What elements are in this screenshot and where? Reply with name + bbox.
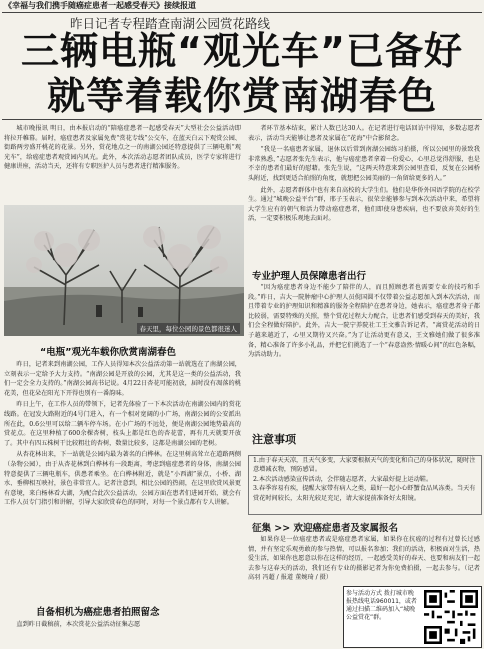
intro-column: [4, 124, 241, 204]
collect-paragraph: 如果你是一位癌症患者或是癌症患者家属，如果你在抗癌的过程有过曾长过感情，并有坚定乐观勇敢的参与热情，可以报名参加；我们的活动，积极面对生活，热爱生活，如果你也愿意以你在这样的经历，一起感受美好的春天、也要和病友们一起去参与这春天的活动，我们还有专业的摄影记者为你免费拍摄，一起去参与。（记者 高羽 冯超 / 报道 董婉琦 / 摄）: [248, 536, 480, 582]
qr-box: [343, 586, 482, 648]
section2-body: [4, 620, 241, 640]
section2-title: 自备相机为癌症患者拍照留念: [36, 607, 160, 618]
section3-title: 专业护理人员保障患者出行: [252, 271, 367, 282]
intro-paragraph: 城市晚报讯 明日，由本报启动的“陪癌症患者一起感受春天”大型社会公益活动即将拉开帷幕。届时，癌症患者及家属免费“赏花专线”公交车，在蓝天白云下观赏公园、街路两旁盛开桃花的花景。另外，赏花地点之一的南湖公园还特意提供了三辆电瓶“观光车”，给癌症患者观赏园内风光。此外，本次活动志愿者团队成员，医学专家将进行健康讲座，活动当天，还将有专职医护人员与患者进行精准服务。: [4, 125, 241, 171]
section2-paragraph: 直到昨日截稿前，本次赏花公益活动征集志愿: [16, 621, 141, 628]
photo-caption: 春天里，每位公园的景色都很迷人: [137, 323, 241, 334]
collect-title: 征集 >> 欢迎癌症患者及家属报名: [252, 523, 399, 534]
headline-rule: [2, 119, 482, 120]
volunteer-paragraph: 此外，志愿者群体中也有来自高校的大学生们。他们是华侨外国语学院的在校学生。通过“城晚公益平台”群，邢子玉表示，很荣幸能够参与到本次活动中来，希望将大学生应有的朝气和活力带动癌症患者，他们即使身患疾病，也不要放弃美好的生活，一定要积极乐观地去面对。: [248, 186, 480, 223]
collect-body: [248, 535, 480, 585]
notice-item: 3.春季容易有疾，提醒大家带有病人之类，最好一起小心虾蟹食品风冻类。当天有赏花时间较长，太阳光较足充足，请大家提前准备好太阳镜。: [253, 485, 476, 502]
volunteer-column: [248, 124, 480, 264]
headline-line-1: 三辆电瓶“观光车”已备好: [21, 29, 463, 73]
section1-paragraph: 昨日，记者来到南湖公园，工作人员得知本次公益活动第一站就选在了南湖公园，立刻表示一定给予大力支持。“南湖公园是开放的公园，尤其是这一类的公益活动，我们一定会全力支持的。”南湖公园高书记说。4月22日杏花可能初放，届时没有凋落的桃花美，但花朵在阳光下开得也别有一番韵味。: [4, 361, 241, 397]
notice-title: 注意事项: [252, 433, 296, 446]
headline-line-2: 就等着载你赏南湖春色: [46, 74, 437, 118]
section1-body: [4, 360, 241, 586]
park-photo: [4, 205, 244, 336]
section3-body: [248, 283, 480, 427]
volunteer-paragraph: 者环节基本结束，累计人数已达30人。在记者进行电话回访中得知，多数志愿者表示，活动当天能够让患者及家属在“花海”中合影留念。: [248, 125, 480, 142]
qr-instructions: 参与活动方式 拨打城市晚报热线电话960011，或者通过扫描二维码加入“城晚公益赏花”群。: [346, 590, 417, 621]
volunteer-paragraph: “我是一名癌患者家属，退休以后常到南湖公园练习拍摄，所以公园里的景致我非常熟悉，”志愿者张先生表示，他与癌症患者拿着一份爱心，心里总觉得舒服，也是不幸的患者们最好的慰藉。张先生说，“这两天特意来到公园里查看，反复在公园桥头附近，找到更适合拍照的角度，就想把公园美丽的一角留给更多的人。”: [248, 146, 480, 182]
park-photo-image: [4, 205, 244, 336]
qr-code-icon[interactable]: [424, 590, 478, 644]
section1-paragraph: 从杏花林出来，下一站就是公园内最为著名的白桦林。在这里树高耸立在道路两侧（杂物公园），由于从杏花林到白桦林有一段距离，考虑到癌症患者的身体，南湖公园特意提供了三辆电瓶车，供患者乘坐。在白桦林附近，就是“小西湖”景点，小桥、湖水、垂柳相互映衬，景色非常宜人。记者注意到，相比公园的热闹，在这里欣赏风景更有意境，来白杨林看大湖，为配合此次公益活动，公园方面在患者们进园开始，就会有工作人员专门指引和讲解，引导大家欣赏春色的同时，对每一个景点都有专人讲解。: [4, 451, 241, 507]
notice-box: [248, 455, 482, 515]
section3-paragraph: “因为癌症患者身边不能少了陪伴的人，而且照顾患者也需要专业的技巧和手段。”昨日，吉大一院肿瘤中心护理人员倪国圆不仅带着公益志愿加入到本次活动，而且带着专业的护理知识和精准的服务全程陪护在患者身边，她表示，癌症患者身子都比较弱，需要特殊的关照，整个赏花过程大力配合，让患者们感受到春天的美好，我们会全程做好陪护。此外，吉大一院宁养院社工王文雅告诉记者，“离赏花活动的日子越来越近了，心里又期待又兴奋。”为了让活动更有意义，王文雅她们做了很多准备，精心准备了许多小礼品，并把它们挑选了一个“春意盎然·情暖心间”的红色条幅，为活动助力。: [248, 284, 480, 359]
top-rule: [2, 12, 482, 13]
notice-item: 2.本次活动感染宣传活动，会伴随志愿者，大家最好提上运动鞋。: [253, 475, 433, 483]
section1-paragraph: 昨日上午，在工作人员的带领下，记者先体验了一下本次活动在南湖公园内的赏花线路。在冠发大路附近的4号门进入，有一个相对宽阔的小广场，南湖公园的公安派出所在此，0.6公里可以给二辆车停车场。在小广场的不远处，便是南湖公园地势最高的赏花点。在这里种植了600余棵杏树，枝头上都是红色的杏花蕾，再有几天就要开放了。其中有四五株树干比较粗壮的杏树，数量比较多，这都是南湖公园的老树。: [4, 401, 241, 447]
kicker: 昨日记者专程踏查南湖公园赏花路线: [70, 16, 271, 31]
series-line: 《幸福与我们携手随癌症患者一起感受春天》接续报道: [4, 1, 196, 10]
section1-title: “电瓶”观光车载你欣赏南湖春色: [40, 347, 176, 358]
notice-item: 1.由于春天天凉，且天气多变，大家要根据天气的变化和自己的身体状况，随时注意增减衣物，预防感冒。: [253, 457, 476, 474]
